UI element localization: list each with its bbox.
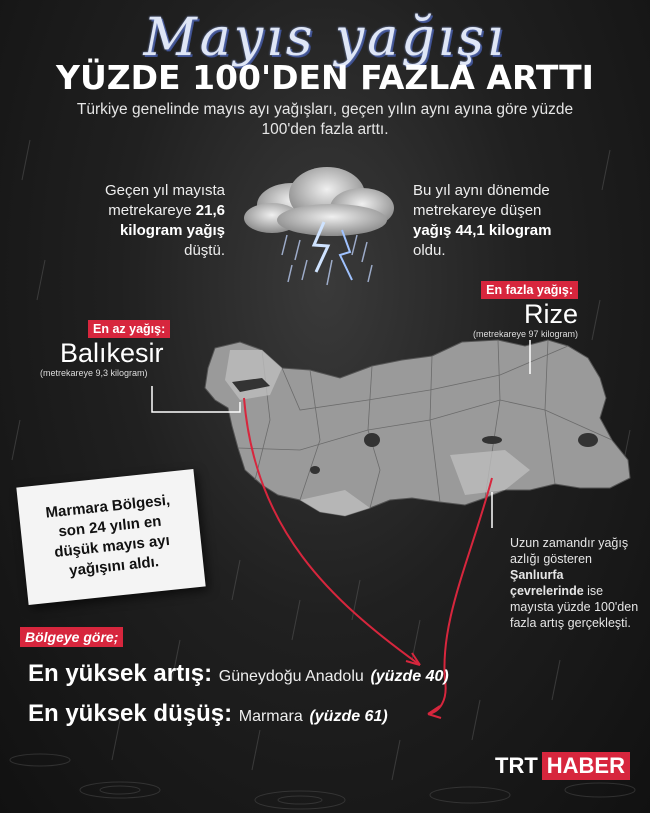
this-year-stat: Bu yıl aynı dönemde metrekareye düşen yağış 44,1 kilogram oldu. bbox=[413, 182, 552, 259]
max-rain-note: (metrekareye 97 kilogram) bbox=[472, 329, 578, 339]
max-rain-tag: En fazla yağış: bbox=[481, 281, 578, 299]
min-rain-tag: En az yağış: bbox=[88, 320, 170, 338]
lead-text: Türkiye genelinde mayıs ayı yağışları, geçen yılın aynı ayına göre yüzde 100'den fazla arttı. bbox=[76, 101, 574, 138]
last-year-stat: Geçen yıl mayısta metrekareye 21,6 kilogram yağış düştü. bbox=[104, 182, 225, 259]
marmara-note-box bbox=[16, 469, 205, 605]
headline: Mayıs yağışı bbox=[143, 8, 507, 68]
min-rain-note: (metrekareye 9,3 kilogram) bbox=[40, 368, 148, 378]
trt-haber-logo: TRT HABER bbox=[495, 752, 630, 780]
urfa-note: Uzun zamandır yağış azlığı gösteren Şanlıurfa çevrelerinde ise mayısta yüzde 100'den fazla artış gerçekleşti. bbox=[510, 536, 639, 630]
highest-increase-row: En yüksek artış: Güneydoğu Anadolu (yüzde 40) bbox=[28, 660, 449, 687]
highest-decrease-row: En yüksek düşüş: Marmara (yüzde 61) bbox=[28, 700, 388, 727]
region-tag: Bölgeye göre; bbox=[20, 627, 123, 647]
min-rain-city: Balıkesir bbox=[60, 338, 164, 368]
marmara-note: Marmara Bölgesi, son 24 yılın en düşük mayıs ayı yağışını aldı. bbox=[44, 491, 171, 580]
page-title: YÜZDE 100'DEN FAZLA ARTTI bbox=[56, 58, 594, 97]
max-rain-city: Rize bbox=[523, 299, 578, 329]
